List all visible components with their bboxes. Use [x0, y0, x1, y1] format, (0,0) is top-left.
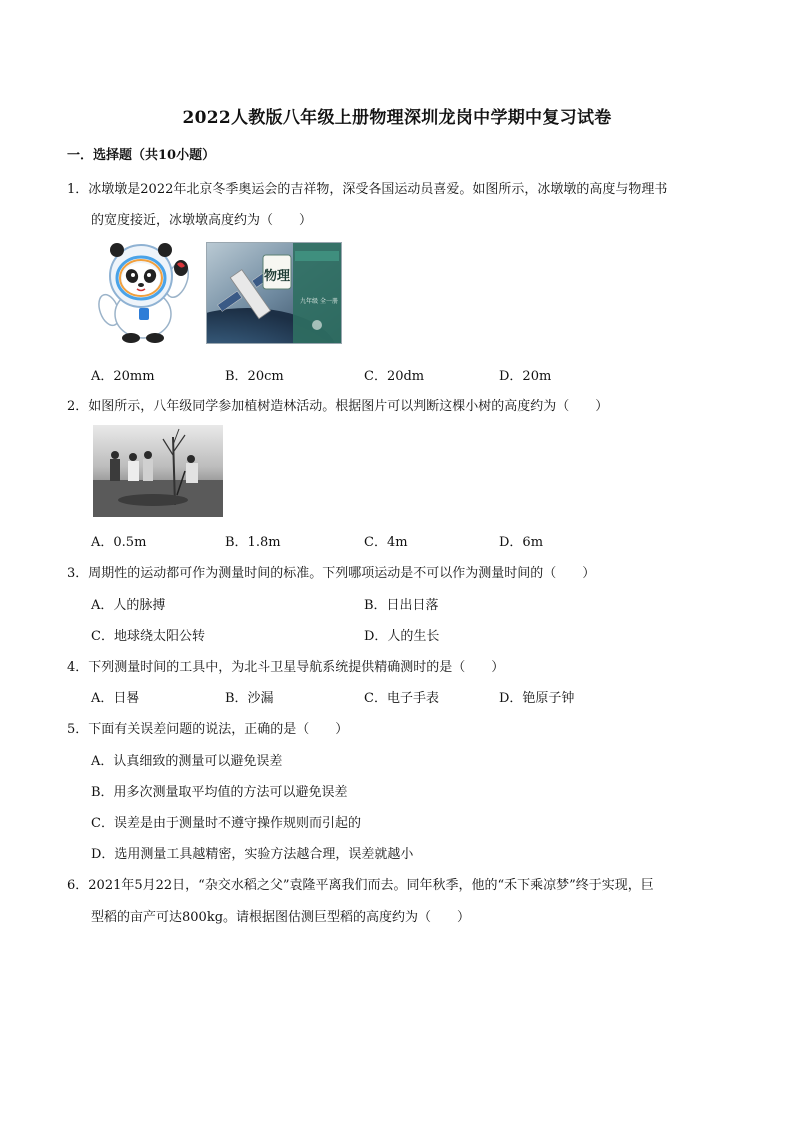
- q5-option-a: A．认真细致的测量可以避免误差: [91, 754, 283, 769]
- q3-option-a: A．人的脉搏: [91, 598, 166, 613]
- bing-dwen-dwen-mascot-image: [91, 240, 199, 344]
- page-title: 2022人教版八年级上册物理深圳龙岗中学期中复习试卷: [182, 108, 612, 128]
- q4-option-b: B．沙漏: [225, 691, 274, 706]
- q1-option-b: B．20cm: [225, 369, 284, 384]
- question-2-line-1: 2．如图所示，八年级同学参加植树造林活动。根据图片可以判断这棵小树的高度约为（ ）: [67, 399, 609, 414]
- section-heading: 一．选择题（共10小题）: [67, 148, 216, 163]
- book-cover-grade: 九年级 全一册: [300, 298, 338, 305]
- q1-option-a: A．20mm: [91, 369, 155, 384]
- q2-option-c: C．4m: [364, 535, 408, 550]
- q5-option-b: B．用多次测量取平均值的方法可以避免误差: [91, 785, 348, 800]
- q5-option-d: D．选用测量工具越精密，实验方法越合理，误差就越小: [91, 847, 414, 862]
- question-3-line-1: 3．周期性的运动都可作为测量时间的标准。下列哪项运动是不可以作为测量时间的（ ）: [67, 566, 596, 581]
- q2-option-d: D．6m: [499, 535, 544, 550]
- q4-option-c: C．电子手表: [364, 691, 439, 706]
- question-5-line-1: 5．下面有关误差问题的说法，正确的是（ ）: [67, 722, 349, 737]
- q2-option-b: B．1.8m: [225, 535, 281, 550]
- q3-option-c: C．地球绕太阳公转: [91, 629, 205, 644]
- book-cover-title: 物理: [263, 269, 291, 284]
- q4-option-a: A．日晷: [91, 691, 140, 706]
- q5-option-c: C．误差是由于测量时不遵守操作规则而引起的: [91, 816, 361, 831]
- q2-option-a: A．0.5m: [91, 535, 147, 550]
- question-1-line-1: 1．冰墩墩是2022年北京冬季奥运会的吉祥物，深受各国运动员喜爱。如图所示，冰墩墩的高度与物理书: [67, 182, 668, 197]
- question-6-line-2: 型稻的亩产可达800kg。请根据图估测巨型稻的高度约为（ ）: [91, 910, 471, 925]
- q4-option-d: D．铯原子钟: [499, 691, 575, 706]
- q1-option-d: D．20m: [499, 369, 552, 384]
- q3-option-b: B．日出日落: [364, 598, 439, 613]
- q3-option-d: D．人的生长: [364, 629, 440, 644]
- question-4-line-1: 4．下列测量时间的工具中，为北斗卫星导航系统提供精确测时的是（ ）: [67, 660, 505, 675]
- physics-textbook-cover-image: [206, 242, 342, 344]
- question-6-line-1: 6．2021年5月22日，“杂交水稻之父”袁隆平离我们而去。同年秋季，他的“禾下乘凉梦”终于实现，巨: [67, 878, 654, 893]
- q1-option-c: C．20dm: [364, 369, 425, 384]
- tree-planting-photo: [93, 425, 223, 517]
- question-1-line-2: 的宽度接近，冰墩墩高度约为（ ）: [91, 213, 313, 228]
